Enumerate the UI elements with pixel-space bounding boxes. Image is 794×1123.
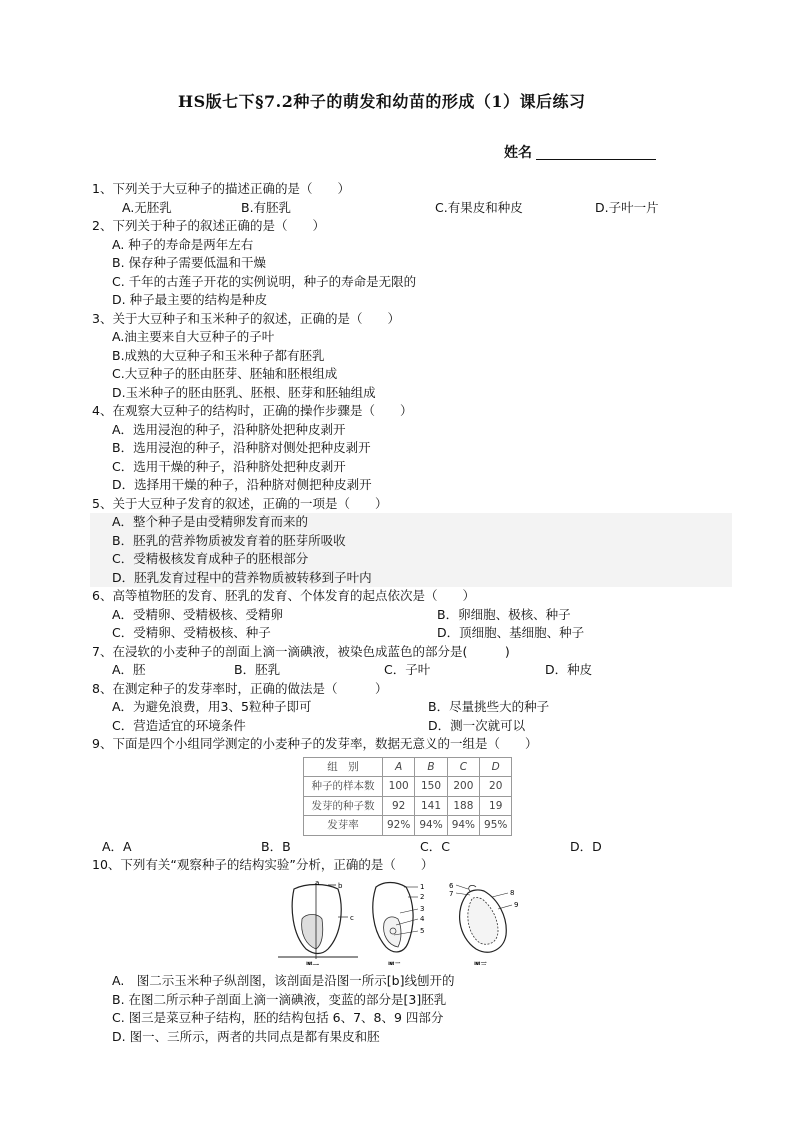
- table-header-row: [304, 757, 512, 777]
- table-row: [304, 796, 512, 816]
- question-1-stem: 1、下列关于大豆种子的描述正确的是（ ）: [92, 181, 350, 196]
- fig3-label: 7: [449, 889, 454, 898]
- seed-table-wrapper: [303, 757, 732, 836]
- fig1-label: b: [338, 881, 343, 890]
- option[interactable]: A．为避免浪费，用3、5粒种子即可: [112, 699, 312, 714]
- fig3-label: 8: [510, 888, 515, 897]
- option[interactable]: D.玉米种子的胚由胚乳、胚根、胚芽和胚轴组成: [112, 384, 376, 400]
- table-cell: 94%: [415, 816, 447, 836]
- question-2-stem: 2、下列关于种子的叙述正确的是（ ）: [92, 218, 325, 233]
- option[interactable]: C．选用干燥的种子，沿种脐处把种皮剥开: [112, 458, 346, 474]
- question-5-options-block: [90, 513, 732, 587]
- table-cell: 200: [447, 777, 479, 797]
- table-row-label: 发芽的种子数: [304, 796, 383, 816]
- table-header-cell: D: [480, 757, 512, 777]
- option[interactable]: B．B: [261, 838, 291, 854]
- figure-2-seed-section: [373, 882, 425, 965]
- table-cell: 92: [383, 796, 415, 816]
- option[interactable]: B. 保存种子需要低温和干燥: [112, 255, 267, 270]
- option[interactable]: C.大豆种子的胚由胚芽、胚轴和胚根组成: [112, 366, 338, 381]
- seed-structure-figure: [276, 879, 732, 971]
- option[interactable]: A.油主要来自大豆种子的子叶: [112, 329, 275, 344]
- question-7-options: [92, 661, 732, 680]
- option[interactable]: C. 千年的古莲子开花的实例说明，种子的寿命是无限的: [112, 273, 417, 289]
- option[interactable]: A．整个种子是由受精卵发育而来的: [112, 514, 309, 529]
- table-cell: 188: [447, 796, 479, 816]
- name-blank-line[interactable]: [536, 145, 656, 160]
- option[interactable]: D. 种子最主要的结构是种皮: [112, 292, 268, 307]
- question-list: [92, 180, 732, 1046]
- table-header-cell: C: [447, 757, 479, 777]
- option[interactable]: A. 种子的寿命是两年左右: [112, 236, 254, 252]
- fig2-label: 2: [420, 892, 425, 901]
- option[interactable]: D．选择用干燥的种子，沿种脐对侧把种皮剥开: [112, 477, 372, 492]
- table-cell: 95%: [480, 816, 512, 836]
- option[interactable]: C．C: [420, 838, 450, 854]
- fig2-label: 4: [420, 914, 425, 923]
- table-row: [304, 816, 512, 836]
- question-7-stem: 7、在浸软的小麦种子的剖面上滴一滴碘液，被染色成蓝色的部分是( ): [92, 643, 510, 659]
- figure-caption: 图二: [388, 960, 401, 965]
- fig2-label: 1: [420, 882, 425, 891]
- table-row-label: 发芽率: [304, 816, 383, 836]
- option[interactable]: B.有胚乳: [241, 199, 292, 215]
- question-1-options: [92, 199, 732, 218]
- table-cell: 100: [383, 777, 415, 797]
- option[interactable]: D．顶细胞、基细胞、种子: [437, 625, 585, 640]
- fig2-label: 5: [420, 926, 425, 935]
- option[interactable]: C．受精极核发育成种子的胚根部分: [112, 551, 309, 566]
- figure-1-corn-seed: [278, 879, 358, 965]
- question-9-options: [92, 838, 732, 857]
- table-header-cell: A: [383, 757, 415, 777]
- fig1-label: c: [350, 913, 354, 922]
- table-cell: 92%: [383, 816, 415, 836]
- option[interactable]: A. 图二示玉米种子纵剖图，该剖面是沿图一所示[b]线刨开的: [112, 973, 455, 988]
- table-header-cell: 组 别: [304, 757, 383, 777]
- option[interactable]: D．种皮: [545, 662, 593, 677]
- option[interactable]: B．胚乳的营养物质被发育着的胚芽所吸收: [112, 532, 346, 548]
- option[interactable]: D.子叶一片: [595, 199, 659, 215]
- name-label: 姓名: [504, 145, 532, 161]
- table-cell: 19: [480, 796, 512, 816]
- student-name-field[interactable]: [504, 142, 656, 162]
- table-row-label: 种子的样本数: [304, 777, 383, 797]
- question-6-options-row-1: [92, 606, 732, 625]
- question-10-stem: 10、下列有关“观察种子的结构实验”分析，正确的是（ ）: [92, 857, 434, 872]
- germination-table: [303, 757, 512, 836]
- option[interactable]: D. 图一、三所示，两者的共同点是都有果皮和胚: [112, 1028, 380, 1044]
- option[interactable]: B．卵细胞、极核、种子: [437, 606, 571, 622]
- option[interactable]: A．选用浸泡的种子，沿种脐处把种皮剥开: [112, 421, 346, 437]
- fig3-label: 9: [514, 900, 519, 909]
- option[interactable]: C. 图三是菜豆种子结构，胚的结构包括 6、7、8、9 四部分: [112, 1010, 444, 1025]
- option[interactable]: D．测一次就可以: [428, 717, 526, 733]
- question-6-options-row-2: [92, 624, 732, 643]
- table-cell: 150: [415, 777, 447, 797]
- table-cell: 141: [415, 796, 447, 816]
- option[interactable]: B．尽量挑些大的种子: [428, 699, 550, 714]
- option[interactable]: B．选用浸泡的种子，沿种脐对侧处把种皮剥开: [112, 440, 371, 455]
- table-header-cell: B: [415, 757, 447, 777]
- question-8-options-row-1: [92, 698, 732, 717]
- question-5-stem: 5、关于大豆种子发育的叙述，正确的一项是（ ）: [92, 495, 388, 511]
- option[interactable]: A．A: [102, 838, 132, 854]
- figure-caption: 图一: [306, 960, 319, 965]
- option[interactable]: C．子叶: [384, 662, 431, 677]
- option[interactable]: A.无胚乳: [122, 199, 172, 215]
- option[interactable]: C.有果皮和种皮: [435, 199, 523, 215]
- page-title: HS版七下§7.2种子的萌发和幼苗的形成（1）课后练习: [178, 92, 586, 111]
- option[interactable]: C．受精卵、受精极核、种子: [112, 625, 271, 640]
- question-6-stem: 6、高等植物胚的发育、胚乳的发育、个体发育的起点依次是（ ）: [92, 588, 475, 603]
- question-9-stem: 9、下面是四个小组同学测定的小麦种子的发芽率，数据无意义的一组是（ ）: [92, 736, 538, 751]
- option[interactable]: D．胚乳发育过程中的营养物质被转移到子叶内: [112, 569, 372, 585]
- fig3-label: 6: [449, 881, 454, 890]
- option[interactable]: B. 在图二所示种子剖面上滴一滴碘液，变蓝的部分是[3]胚乳: [112, 991, 447, 1007]
- seed-diagrams-svg: [276, 879, 536, 965]
- figure-caption: 图三: [474, 960, 487, 965]
- question-4-stem: 4、在观察大豆种子的结构时，正确的操作步骤是（ ）: [92, 403, 413, 418]
- option[interactable]: D．D: [570, 838, 602, 854]
- figure-3-bean-seed: [449, 882, 518, 965]
- fig1-label: a: [315, 878, 320, 887]
- option[interactable]: A．受精卵、受精极核、受精卵: [112, 606, 284, 622]
- table-cell: 20: [480, 777, 512, 797]
- option[interactable]: B．胚乳: [234, 662, 281, 677]
- question-8-stem: 8、在测定种子的发芽率时，正确的做法是（ ）: [92, 680, 388, 696]
- option[interactable]: C．营造适宜的环境条件: [112, 717, 246, 733]
- question-8-options-row-2: [92, 717, 732, 736]
- option[interactable]: A．胚: [112, 662, 146, 677]
- table-row: [304, 777, 512, 797]
- option[interactable]: B.成熟的大豆种子和玉米种子都有胚乳: [112, 347, 325, 363]
- table-cell: 94%: [447, 816, 479, 836]
- fig2-label: 3: [420, 904, 425, 913]
- question-3-stem: 3、关于大豆种子和玉米种子的叙述，正确的是（ ）: [92, 310, 400, 326]
